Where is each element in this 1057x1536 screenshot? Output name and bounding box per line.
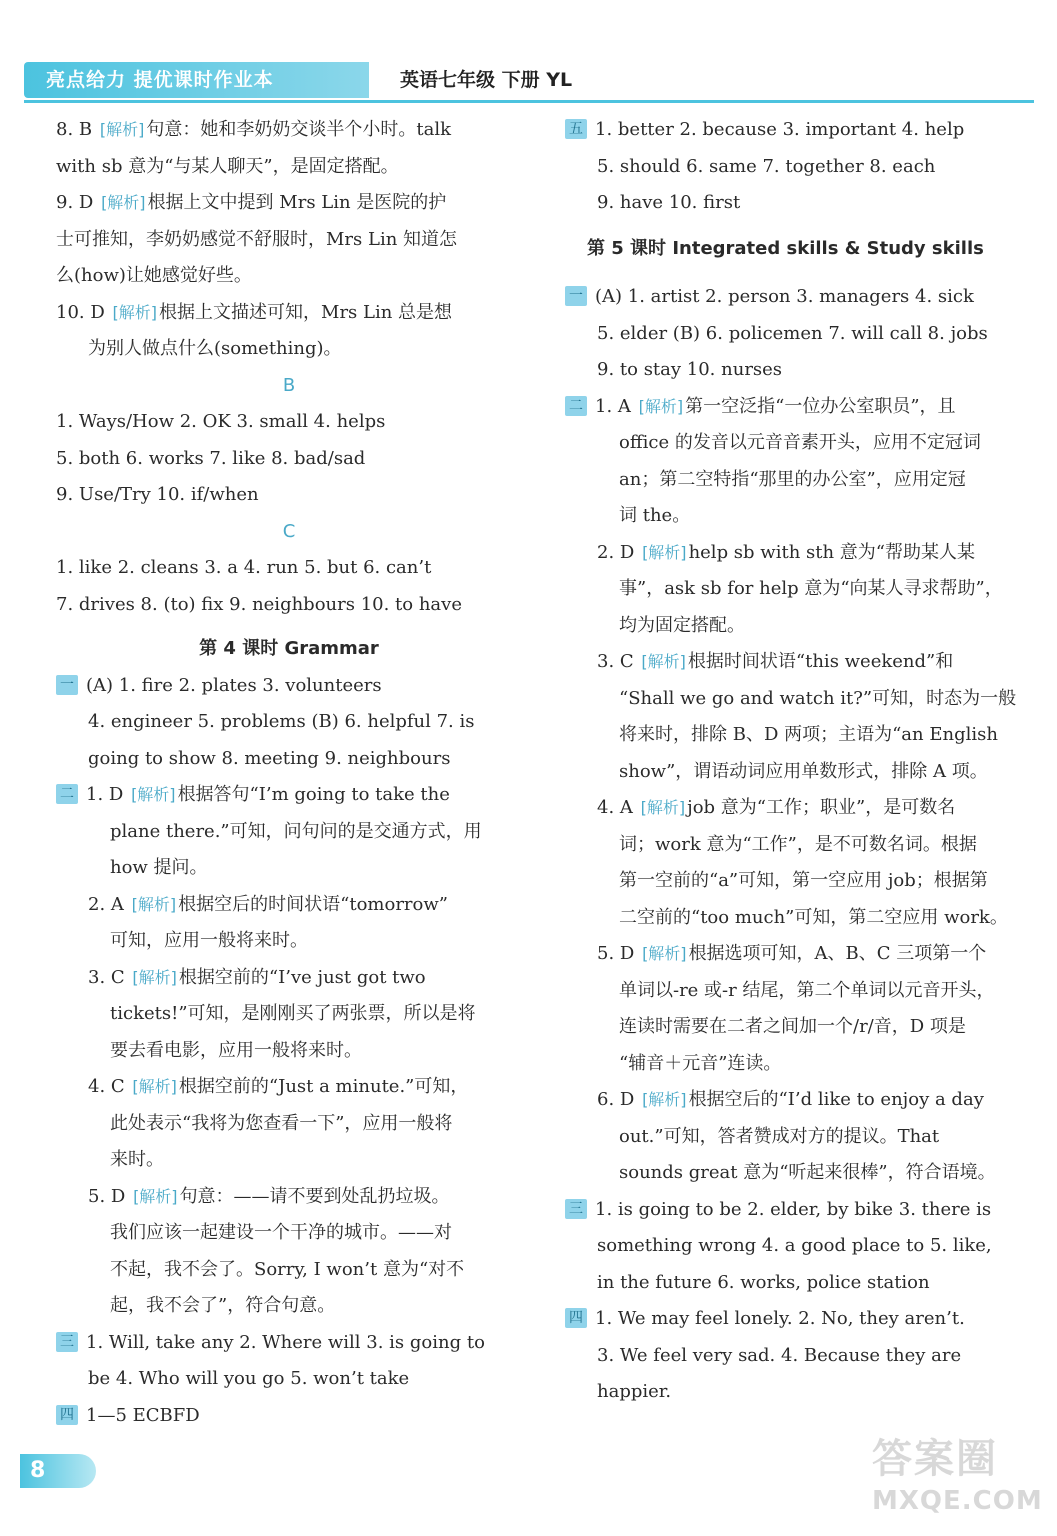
answer-text: 1. We may feel lonely. 2. No, they aren’t. <box>595 1308 965 1329</box>
answer-key: 6. D <box>597 1089 635 1110</box>
answer-text: 根据空后的“I’d like to enjoy a day <box>688 1089 984 1110</box>
answer-text: 根据空前的“Just a minute.”可知， <box>178 1076 469 1097</box>
answer-line <box>56 960 522 997</box>
answer-line: 单词以-re 或-r 结尾，第二个单词以元音开头， <box>619 979 995 1001</box>
right-column <box>565 112 1041 1411</box>
answer-line <box>565 1082 1041 1119</box>
answer-line: 3. We feel very sad. 4. Because they are <box>597 1344 962 1366</box>
answer-line <box>565 936 1041 973</box>
answer-text: 1. Will, take any 2. Where will 3. is going to <box>86 1331 485 1353</box>
section-b-heading: B <box>282 374 296 396</box>
analysis-tag: [解析] <box>101 193 146 212</box>
analysis-tag: [解析] <box>640 798 686 817</box>
answer-line <box>565 112 1041 149</box>
answer-line <box>565 279 1041 316</box>
analysis-tag: [解析] <box>638 396 684 416</box>
part-3-badge: 三 <box>565 1199 587 1219</box>
answer-line: 7. drives 8. (to) fix 9. neighbours 10. to have <box>56 593 462 615</box>
page-number: 8 <box>20 1454 96 1488</box>
answer-key: 2. D <box>597 541 635 563</box>
answer-line: happier. <box>597 1381 672 1402</box>
answer-line <box>565 1192 1041 1229</box>
book-title: 英语七年级 下册 YL <box>400 69 573 91</box>
analysis-tag: [解析] <box>641 652 686 671</box>
answer-line: 来时。 <box>110 1149 164 1170</box>
answer-line: 9. Use/Try 10. if/when <box>56 484 259 505</box>
analysis-tag: [解析] <box>99 120 145 139</box>
watermark-en: MXQE.COM <box>872 1486 1043 1516</box>
answer-line: 第一空前的“a”可知，第一空应用 job；根据第 <box>619 870 988 891</box>
answer-key: 4. C <box>88 1076 125 1097</box>
answer-line: 均为固定搭配。 <box>619 614 745 636</box>
answer-line: 可知，应用一般将来时。 <box>110 930 308 951</box>
answer-text: (A) 1. fire 2. plates 3. volunteers <box>86 674 382 696</box>
answer-text: 第一空泛指“一位办公室职员”，且 <box>685 395 956 417</box>
answer-line: “辅音＋元音”连读。 <box>619 1052 782 1074</box>
answer-line: something wrong 4. a good place to 5. like, <box>597 1235 992 1256</box>
answer-line: 此处表示“我将为您查看一下”，应用一般将 <box>110 1112 453 1134</box>
answer-line: 二空前的“too much”可知，第二空应用 work。 <box>619 906 1008 928</box>
answer-line: 词 the。 <box>619 505 691 526</box>
part-3-badge: 三 <box>56 1332 78 1352</box>
answer-text: 根据选项可知，A、B、C 三项第一个 <box>688 943 987 964</box>
answer-line: 4. engineer 5. problems (B) 6. helpful 7. is <box>88 711 475 732</box>
answer-line <box>56 887 522 924</box>
answer-line: 9. to stay 10. nurses <box>597 359 783 380</box>
answer-line <box>56 668 522 705</box>
answer-text: 根据空后的时间状语“tomorrow” <box>178 893 448 915</box>
analysis-tag: [解析] <box>133 1186 178 1206</box>
answer-line: be 4. Who will you go 5. won’t take <box>88 1368 410 1389</box>
answer-line: 连读时需要在二者之间加一个/r/音，D 项是 <box>619 1016 966 1037</box>
left-column <box>56 112 522 1434</box>
answer-line: sounds great 意为“听起来很棒”，符合语境。 <box>619 1162 996 1183</box>
answer-line: 词；work 意为“工作”，是不可数名词。根据 <box>619 833 977 855</box>
answer-text: 1. better 2. because 3. important 4. help <box>595 119 965 140</box>
analysis-tag: [解析] <box>642 1090 687 1109</box>
analysis-tag: [解析] <box>642 542 687 562</box>
answer-line <box>565 389 1041 426</box>
watermark-cn: 答案圈 <box>872 1436 998 1482</box>
answer-text: 根据空前的“I’ve just got two <box>178 966 426 988</box>
answer-line: 起，我不会了”，符合句意。 <box>110 1295 336 1316</box>
answer-key: 9. D <box>56 192 94 213</box>
header-rule <box>24 100 1034 103</box>
answer-line <box>56 185 522 222</box>
answer-line: 1. like 2. cleans 3. a 4. run 5. but 6. can’t <box>56 557 432 578</box>
section-c-heading: C <box>282 520 296 542</box>
answer-line: 5. both 6. works 7. like 8. bad/sad <box>56 447 366 469</box>
analysis-tag: [解析] <box>131 894 177 914</box>
answer-text: 句意：——请不要到处乱扔垃圾。 <box>179 1185 450 1207</box>
answer-line: 5. elder (B) 6. policemen 7. will call 8. jobs <box>597 322 988 344</box>
answer-line: going to show 8. meeting 9. neighbours <box>88 747 451 769</box>
answer-line: 为别人做点什么(something)。 <box>88 338 342 359</box>
answer-line: 我们应该一起建设一个干净的城市。——对 <box>110 1222 452 1243</box>
answer-line: tickets!”可知，是刚刚买了两张票，所以是将 <box>110 1003 476 1024</box>
answer-line: 9. have 10. first <box>597 192 741 213</box>
answer-line: 将来时，排除 B、D 两项；主语为“an English <box>619 724 998 745</box>
answer-line: 么(how)让她感觉好些。 <box>56 265 252 286</box>
answer-text: 根据时间状语“this weekend”和 <box>687 651 954 672</box>
answer-text: help sb with sth 意为“帮助某人某 <box>688 541 975 563</box>
answer-text: (A) 1. artist 2. person 3. managers 4. sick <box>595 286 974 307</box>
answer-text: 句意：她和李奶奶交谈半个小时。talk <box>146 119 451 140</box>
answer-line: how 提问。 <box>110 857 208 878</box>
answer-line: 不起，我不会了。Sorry, I won’t 意为“对不 <box>110 1258 465 1280</box>
analysis-tag: [解析] <box>131 785 176 804</box>
answer-key: 5. D <box>597 943 635 964</box>
answer-line <box>565 790 1041 827</box>
answer-text: 根据答句“I’m going to take the <box>177 784 450 805</box>
answer-key: 2. A <box>88 893 124 915</box>
answer-line <box>56 1398 522 1435</box>
answer-line: 5. should 6. same 7. together 8. each <box>597 155 936 177</box>
answer-line <box>56 1179 522 1216</box>
answer-text: 根据上文中提到 Mrs Lin 是医院的护 <box>147 192 447 213</box>
analysis-tag: [解析] <box>112 302 158 322</box>
answer-text: 根据上文描述可知，Mrs Lin 总是想 <box>159 301 453 323</box>
part-4-badge: 四 <box>56 1405 78 1425</box>
answer-key: 1. D <box>86 784 124 805</box>
answer-line <box>565 644 1041 681</box>
answer-line: office 的发音以元音音素开头，应用不定冠词 <box>619 432 981 453</box>
part-1-badge: 一 <box>565 286 587 306</box>
answer-key: 8. B <box>56 119 93 140</box>
answer-line <box>565 535 1041 572</box>
series-banner: 亮点给力 提优课时作业本 <box>24 62 369 98</box>
answer-line: an；第二空特指“那里的办公室”，应用定冠 <box>619 468 966 490</box>
answer-line <box>56 1325 522 1362</box>
part-4-badge: 四 <box>565 1308 587 1328</box>
answer-line: 事”，ask sb for help 意为“向某人寻求帮助”， <box>619 578 1003 599</box>
part-2-badge: 二 <box>56 784 78 804</box>
lesson-5-heading: 第 5 课时 Integrated skills & Study skills <box>587 237 984 259</box>
answer-line: “Shall we go and watch it?”可知，时态为一般 <box>619 687 1017 709</box>
analysis-tag: [解析] <box>132 1077 177 1096</box>
answer-line: in the future 6. works, police station <box>597 1271 930 1293</box>
answer-line <box>56 777 522 814</box>
answer-line: out.”可知，答者赞成对方的提议。That <box>619 1125 940 1147</box>
answer-line <box>56 112 522 149</box>
answer-line: 要去看电影，应用一般将来时。 <box>110 1039 362 1061</box>
answer-text: job 意为“工作；职业”，是可数名 <box>687 797 956 818</box>
page-header <box>24 62 1034 98</box>
answer-line: show”，谓语动词应用单数形式，排除 A 项。 <box>619 760 988 782</box>
answer-key: 3. C <box>88 966 125 988</box>
answer-line: 士可推知，李奶奶感觉不舒服时，Mrs Lin 知道怎 <box>56 228 458 250</box>
answer-line: plane there.”可知，问句问的是交通方式，用 <box>110 820 482 842</box>
answer-key: 1. A <box>595 395 631 417</box>
answer-text: 1. is going to be 2. elder, by bike 3. there is <box>595 1198 992 1220</box>
answer-text: 1—5 ECBFD <box>86 1404 200 1426</box>
part-2-badge: 二 <box>565 396 587 416</box>
answer-line <box>56 1069 522 1106</box>
answer-line <box>56 295 522 332</box>
answer-key: 4. A <box>597 797 633 818</box>
analysis-tag: [解析] <box>642 944 687 963</box>
answer-line: with sb 意为“与某人聊天”，是固定搭配。 <box>56 155 399 177</box>
analysis-tag: [解析] <box>132 967 177 987</box>
answer-line <box>565 1301 1041 1338</box>
answer-key: 5. D <box>88 1185 126 1207</box>
part-1-badge: 一 <box>56 675 78 695</box>
answer-line: 1. Ways/How 2. OK 3. small 4. helps <box>56 411 386 432</box>
lesson-4-heading: 第 4 课时 Grammar <box>199 638 379 659</box>
watermark <box>872 1432 1042 1528</box>
answer-key: 10. D <box>56 301 105 323</box>
part-5-badge: 五 <box>565 119 587 139</box>
answer-key: 3. C <box>597 651 634 672</box>
